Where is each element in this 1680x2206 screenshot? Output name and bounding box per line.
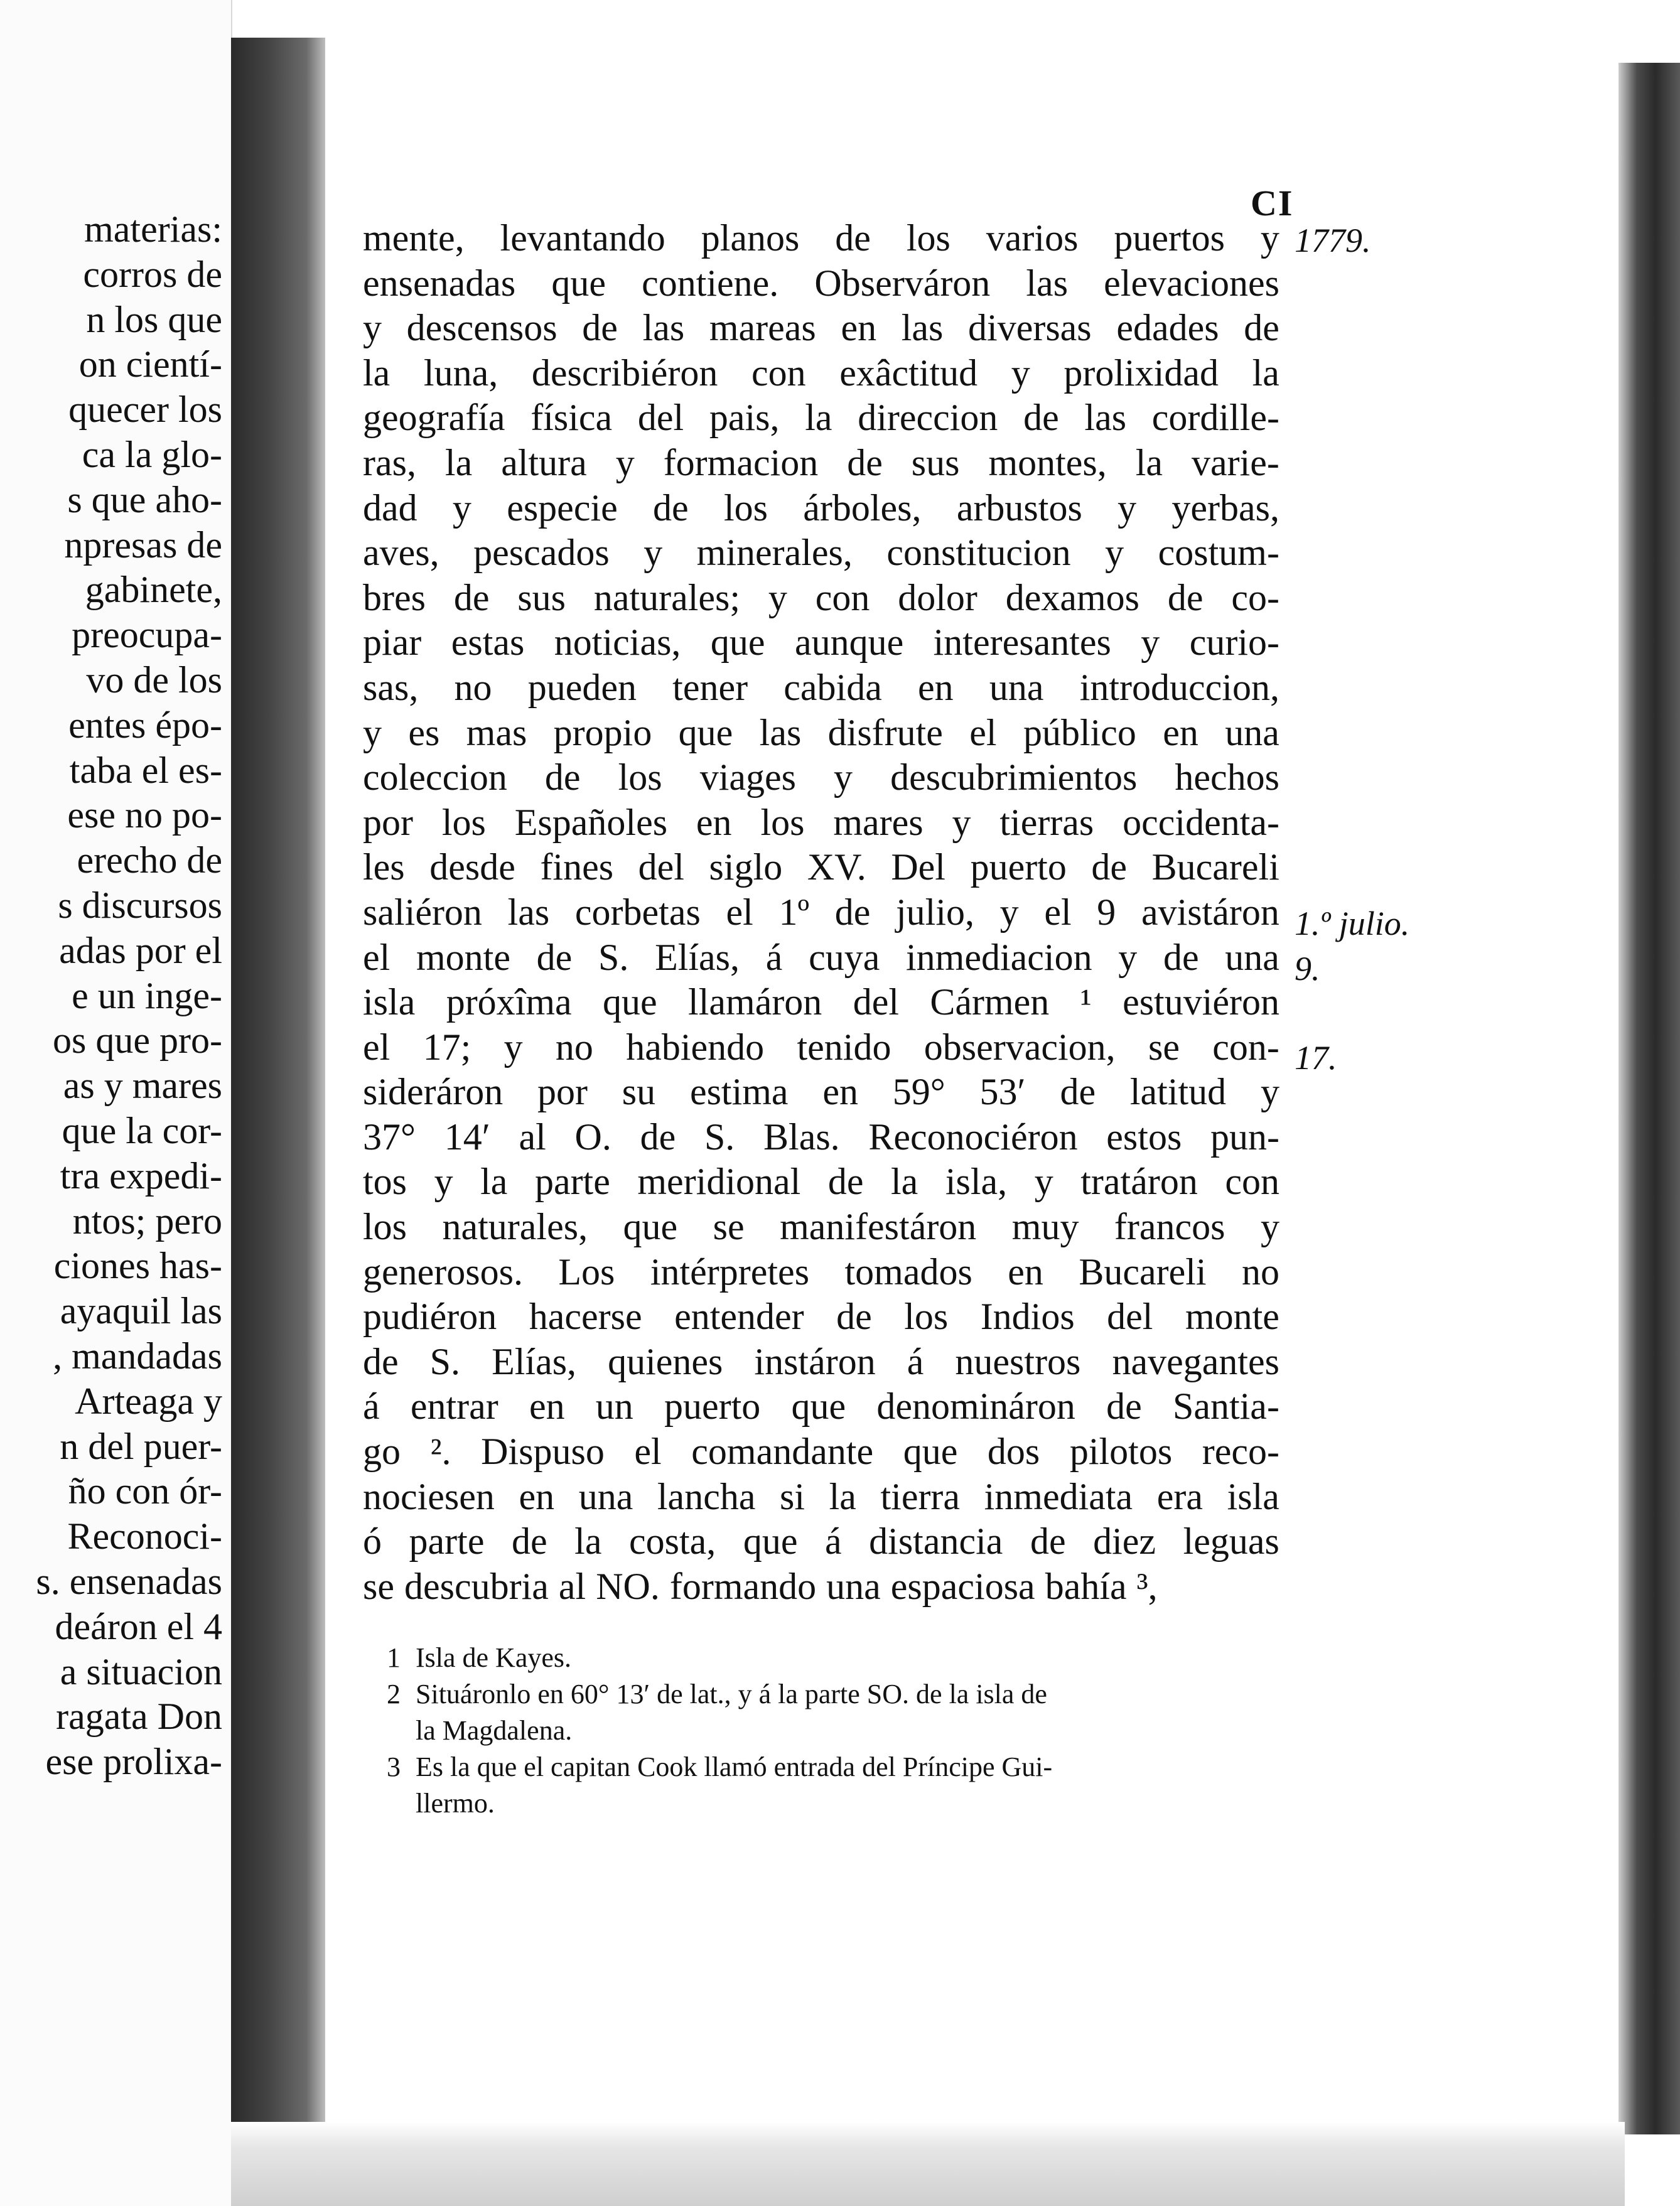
text-line: nociesen en una lancha si la tierra inmediata era isla: [363, 1475, 1279, 1517]
left-page-line: ca la glo-: [82, 433, 222, 475]
text-line: generosos. Los intérpretes tomados en Bucareli no: [363, 1251, 1279, 1293]
text-line: ensenadas que contiene. Observáron las elevaciones: [363, 262, 1279, 304]
left-page-line: adas por el: [59, 929, 222, 971]
margin-note-day-9: 9.: [1295, 950, 1320, 987]
left-page-line: taba el es-: [69, 749, 222, 791]
left-page-line: que la cor-: [62, 1109, 222, 1151]
left-page-line: materias:: [84, 208, 222, 250]
text-line: go ². Dispuso el comandante que dos pilotos reco-: [363, 1431, 1279, 1473]
footnote-number: 2: [387, 1679, 401, 1709]
margin-note-day-17: 17.: [1295, 1039, 1337, 1077]
text-line: pudiéron hacerse entender de los Indios del monte: [363, 1296, 1279, 1338]
left-page-line: ese no po-: [67, 794, 222, 836]
margin-note-date: 1.º julio.: [1295, 905, 1410, 942]
left-page-line: ragata Don: [56, 1696, 222, 1738]
left-page-line: n del puer-: [60, 1425, 222, 1467]
page-bottom-shadow: [231, 2122, 1625, 2206]
text-line: aves, pescados y minerales, constitucion y costum-: [363, 532, 1279, 574]
left-page-line: quecer los: [68, 389, 222, 431]
page-number: CI: [1251, 183, 1294, 223]
footnote-text: Situáronlo en 60° 13′ de lat., y á la parte SO. de la isla de: [416, 1679, 1047, 1709]
left-page-line: tra expedi-: [60, 1154, 222, 1197]
left-page-line: s que aho-: [67, 478, 222, 520]
footnote-text: la Magdalena.: [416, 1715, 573, 1746]
left-page-line: ntos; pero: [72, 1200, 222, 1242]
left-page-line: as y mares: [63, 1065, 222, 1107]
left-page-line: ese prolixa-: [45, 1741, 222, 1783]
left-page-line: Arteaga y: [75, 1380, 222, 1422]
text-line: dad y especie de los árboles, arbustos y yerbas,: [363, 487, 1279, 529]
main-text-block: [363, 216, 1279, 1609]
footnote-line: [363, 1785, 1279, 1822]
text-line: los naturales, que se manifestáron muy francos y: [363, 1206, 1279, 1248]
text-line: el 17; y no habiendo tenido observacion, se con-: [363, 1026, 1279, 1068]
text-line: se descubria al NO. formando una espaciosa bahía ³,: [363, 1565, 1158, 1607]
text-line: geografía física del pais, la direccion de las cordille-: [363, 397, 1279, 439]
left-page-line: entes épo-: [68, 704, 222, 746]
left-page: [0, 0, 232, 2206]
page-fore-edge: [1618, 63, 1680, 2134]
text-line: coleccion de los viages y descubrimientos hechos: [363, 756, 1279, 799]
left-page-line: gabinete,: [85, 569, 222, 611]
text-line: de S. Elías, quienes instáron á nuestros navegantes: [363, 1340, 1279, 1382]
left-page-line: corros de: [83, 253, 222, 295]
text-line: saliéron las corbetas el 1º de julio, y el 9 avistáron: [363, 891, 1279, 933]
footnote-line: [363, 1640, 1279, 1676]
text-line: ras, la altura y formacion de sus montes, la varie-: [363, 441, 1279, 483]
footnote-line: [363, 1713, 1279, 1749]
text-line: mente, levantando planos de los varios puertos y: [363, 217, 1279, 259]
text-line: y descensos de las mareas en las diversas edades de: [363, 307, 1279, 349]
text-line: sideráron por su estima en 59° 53′ de latitud y: [363, 1071, 1279, 1113]
text-line: á entrar en un puerto que denomináron de Santia-: [363, 1385, 1279, 1428]
text-line: piar estas noticias, que aunque interesantes y curio-: [363, 621, 1279, 664]
text-line: el monte de S. Elías, á cuya inmediacion y de una: [363, 936, 1279, 978]
left-page-line: a situacion: [60, 1650, 222, 1692]
left-page-line: ayaquil las: [60, 1290, 222, 1332]
footnote-number: 1: [387, 1642, 401, 1673]
left-page-line: e un inge-: [72, 974, 222, 1016]
left-page-line: preocupa-: [72, 614, 222, 656]
footnote-text: llermo.: [416, 1788, 495, 1819]
text-line: isla próxîma que llamáron del Cármen ¹ estuviéron: [363, 981, 1279, 1023]
left-page-line: deáron el 4: [55, 1605, 222, 1647]
left-page-line: Reconoci-: [67, 1515, 222, 1558]
text-line: la luna, describiéron con exâctitud y prolixidad la: [363, 352, 1279, 394]
left-page-line: s. ensenadas: [36, 1560, 222, 1602]
text-line: tos y la parte meridional de la isla, y tratáron con: [363, 1161, 1279, 1203]
left-page-line: on cientí-: [78, 343, 222, 385]
left-page-line: ciones has-: [53, 1245, 222, 1287]
book-gutter-shadow: [231, 38, 325, 2153]
text-line: por los Españoles en los mares y tierras occidenta-: [363, 801, 1279, 843]
footnote-text: Isla de Kayes.: [416, 1642, 572, 1673]
text-line: 37° 14′ al O. de S. Blas. Reconociéron estos pun-: [363, 1116, 1279, 1158]
footnote-line: [363, 1676, 1279, 1713]
left-page-line: , mandadas: [53, 1335, 222, 1377]
left-page-line: vo de los: [86, 659, 222, 701]
text-line: sas, no pueden tener cabida en una introduccion,: [363, 666, 1279, 708]
left-page-line: erecho de: [77, 839, 222, 881]
footnote-number: 3: [387, 1751, 401, 1782]
left-page-line: npresas de: [64, 524, 222, 566]
left-page-text: [36, 207, 222, 1785]
left-page-line: s discursos: [58, 884, 222, 926]
left-page-line: n los que: [86, 298, 222, 340]
footnote-line: [363, 1749, 1279, 1785]
footnote-text: Es la que el capitan Cook llamó entrada del Príncipe Gui-: [416, 1751, 1053, 1782]
footnotes: [363, 1640, 1279, 1822]
text-line: bres de sus naturales; y con dolor dexamos de co-: [363, 576, 1279, 618]
left-page-line: ño con ór-: [68, 1470, 222, 1512]
margin-note-year: 1779.: [1295, 222, 1371, 259]
left-page-line: os que pro-: [53, 1020, 222, 1062]
text-line: ó parte de la costa, que á distancia de diez leguas: [363, 1520, 1279, 1563]
text-line: y es mas propio que las disfrute el público en una: [363, 711, 1279, 753]
text-line: les desde fines del siglo XV. Del puerto de Bucareli: [363, 846, 1279, 888]
